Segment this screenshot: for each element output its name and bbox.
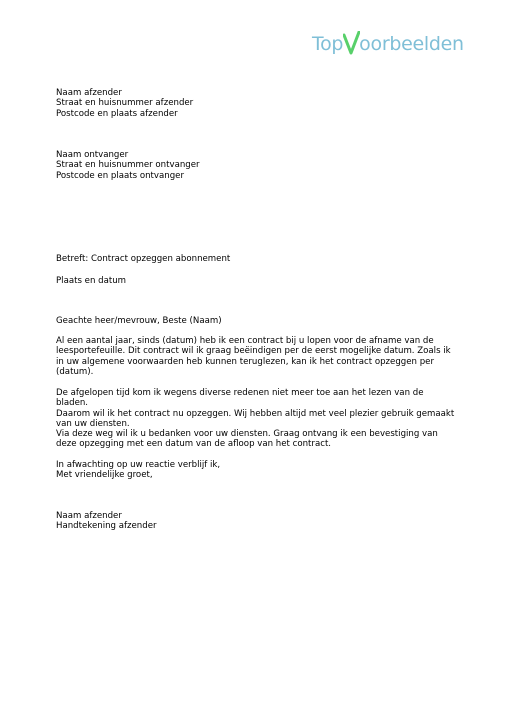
sender-street: Straat en huisnummer afzender <box>56 98 194 109</box>
paragraph-1 <box>56 336 456 378</box>
paragraph-line: in uw algemene voorwaarden heb kunnen teruglezen, kan ik het contract opzeggen per <box>56 356 434 367</box>
sender-name: Naam afzender <box>56 88 122 98</box>
paragraph-line: deze opzegging met een datum van de afloop van het contract. <box>56 439 332 450</box>
paragraph-line: leesportefeuille. Dit contract wil ik graag beëindigen per de eerst mogelijke datum. Zoals ik <box>56 346 451 357</box>
closing-line: In afwachting op uw reactie verblijf ik, <box>56 460 221 470</box>
checkmark-icon <box>343 31 360 55</box>
salutation: Geachte heer/mevrouw, Beste (Naam) <box>56 316 222 326</box>
paragraph-line: Al een aantal jaar, sinds (datum) heb ik een contract bij u lopen voor de afname van de <box>56 336 434 346</box>
paragraph-line: van uw diensten. <box>56 419 130 430</box>
signature-name: Naam afzender <box>56 511 122 521</box>
paragraph-line: De afgelopen tijd kom ik wegens diverse redenen niet meer toe aan het lezen van de bladen. <box>56 388 424 409</box>
sender-address <box>56 88 193 119</box>
closing-greeting: Met vriendelijke groet, <box>56 470 153 481</box>
subject-line: Betreft: Contract opzeggen abonnement <box>56 254 231 264</box>
logo-text-top: Top <box>312 33 344 55</box>
recipient-address <box>56 150 200 181</box>
logo-text-rest: oorbeelden <box>359 33 464 55</box>
paragraph-2 <box>56 388 456 430</box>
topvoorbeelden-logo <box>312 24 464 54</box>
paragraph-line: Daarom wil ik het contract nu opzeggen. Wij hebben altijd met veel plezier gebruik gemaakt <box>56 408 455 419</box>
paragraph-line: Via deze weg wil ik u bedanken voor uw diensten. Graag ontvang ik een bevestiging van <box>56 429 438 439</box>
closing <box>56 460 456 481</box>
recipient-name: Naam ontvanger <box>56 150 129 160</box>
sender-city: Postcode en plaats afzender <box>56 108 178 119</box>
paragraph-line: (datum). <box>56 367 94 378</box>
signature-block <box>56 511 157 532</box>
recipient-street: Straat en huisnummer ontvanger <box>56 160 200 171</box>
recipient-city: Postcode en plaats ontvanger <box>56 170 185 181</box>
paragraph-3 <box>56 429 456 450</box>
place-date: Plaats en datum <box>56 276 127 286</box>
signature-sign: Handtekening afzender <box>56 521 157 532</box>
